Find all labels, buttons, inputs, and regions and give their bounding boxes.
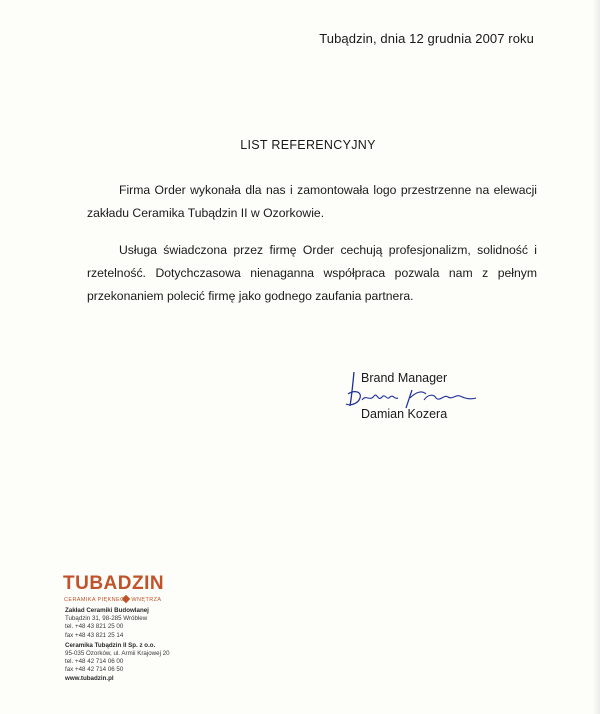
company2-name: Ceramika Tubądzin II Sp. z o.o.: [65, 641, 156, 649]
letter-date: Tubądzin, dnia 12 grudnia 2007 roku: [319, 31, 534, 46]
company1-tel: tel. +48 43 821 25 00: [65, 623, 124, 631]
logo-wordmark: TUBADZIN: [63, 573, 165, 594]
signature-block: [340, 364, 490, 430]
company-website: www.tubadzin.pl: [65, 674, 114, 682]
logo-tagline: CERAMIKA PIĘKNEGO WNĘTRZA: [64, 597, 162, 603]
company1-fax: fax +48 43 821 25 14: [65, 631, 124, 639]
signer-role: Brand Manager: [361, 371, 448, 385]
page-edge-shadow: [592, 0, 600, 714]
company1-address: Tubądzin 31, 98-285 Wróblew: [65, 615, 148, 623]
company2-address: 95-035 Ozorków, ul. Armii Krajowej 20: [65, 650, 170, 658]
letter-title: LIST REFERENCYJNY: [240, 138, 376, 152]
company-contact-info: [65, 607, 170, 683]
company2-tel: tel. +48 42 714 06 00: [65, 658, 124, 666]
letter-paragraph-1: Firma Order wykonała dla nas i zamontowała logo przestrzenne na elewacji zakładu Ceramika Tubądzin II w Ozorkowie.: [87, 183, 537, 220]
company2-fax: fax +48 42 714 06 50: [65, 666, 124, 674]
company1-name: Zakład Ceramiki Budowlanej: [65, 607, 149, 614]
signer-name: Damian Kozera: [361, 407, 448, 421]
letter-paragraph-2: Usługa świadczona przez firmę Order cechują profesjonalizm, solidność i rzetelność. Dotychczasowa nienaganna współpraca pozwala nam z pełnym przekonaniem polecić firmę jako godnego zaufania partnera.: [87, 243, 537, 303]
